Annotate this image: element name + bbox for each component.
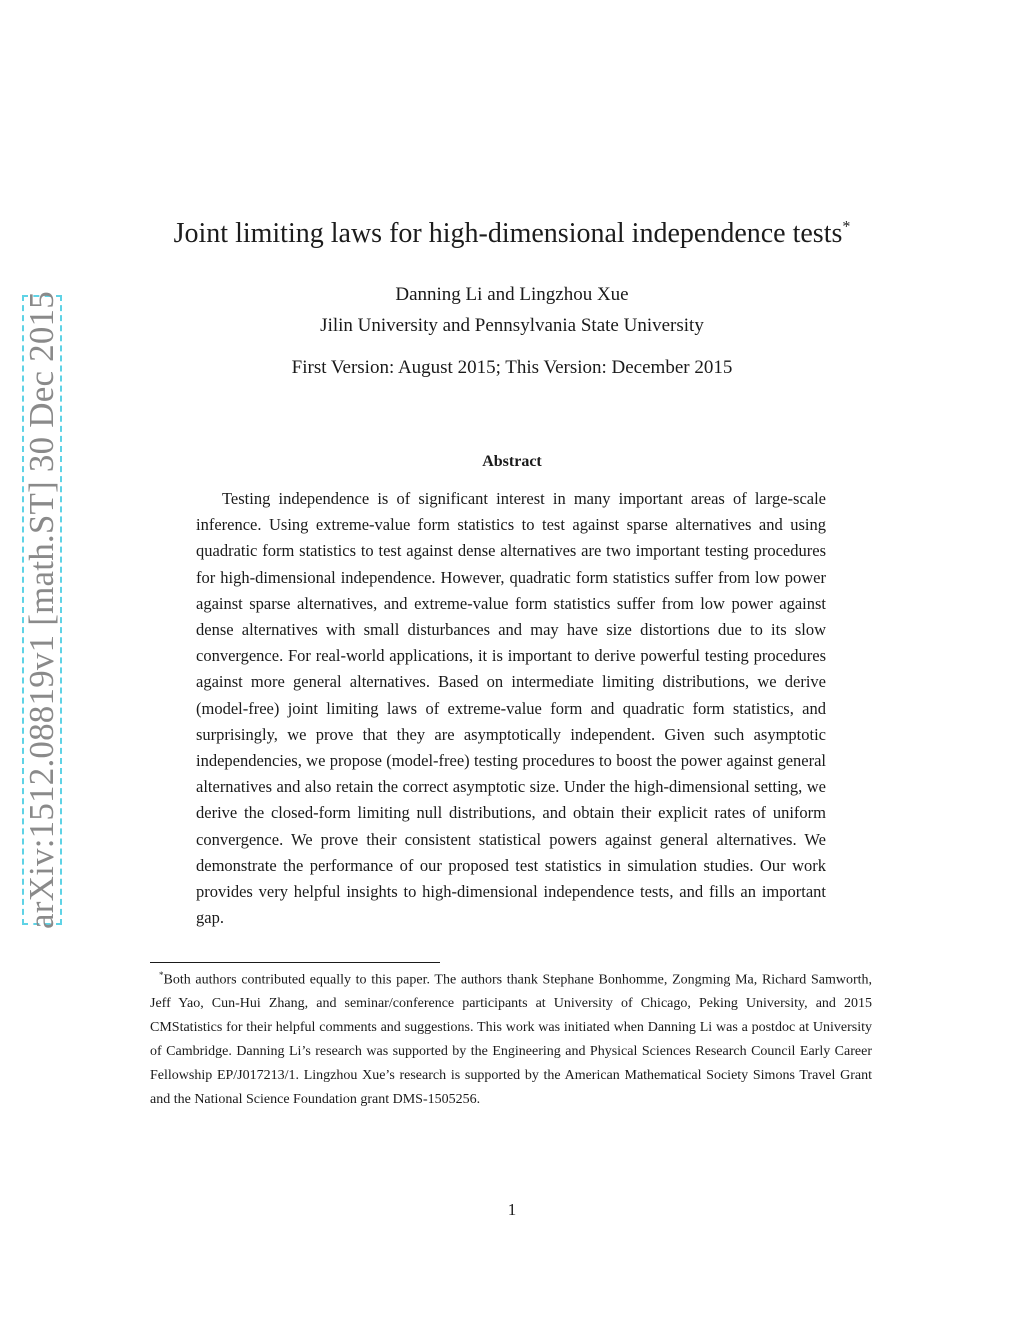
author-affiliations: Jilin University and Pennsylvania State University [320, 315, 704, 336]
author-names: Danning Li and Lingzhou Xue [395, 284, 629, 305]
arxiv-identifier: arXiv:1512.08819v1 [math.ST] 30 Dec 2015 [22, 291, 61, 929]
arxiv-identifier-stamp [22, 291, 62, 929]
footnote [150, 964, 872, 1111]
footnote-mark: * [159, 970, 164, 980]
footnote-text: Both authors contributed equally to this paper. The authors thank Stephane Bonhomme, Zongming Ma, Richard Samworth, Jeff Yao, Cun-Hui Zhang, and seminar/conference participants at University of Chicago, Peking University, and 2015 CMStatistics for their helpful comments and suggestions. This work was initiated when Danning Li was a postdoc at University of Cambridge. Danning Li’s research was supported by the Engineering and Physical Sciences Research Council Early Career Fellowship EP/J017213/1. Lingzhou Xue’s research is supported by the American Mathematical Society Simons Travel Grant and the National Science Foundation grant DMS-1505256. [150, 972, 872, 1107]
page-number: 1 [507, 1200, 517, 1219]
title-footnote-mark: * [842, 218, 851, 236]
footnote-divider [150, 962, 440, 963]
version-dates: First Version: August 2015; This Version: December 2015 [291, 357, 733, 378]
paper-title-text: Joint limiting laws for high-dimensional independence tests [173, 218, 843, 249]
abstract-heading: Abstract [482, 453, 542, 470]
abstract-body: Testing independence is of significant interest in many important areas of large-scale inference. Using extreme-value form statistics to test against sparse alternatives and using quadratic form statistics to test against dense alternatives are two important testing procedures for high-dimensional independence. However, quadratic form statistics suffer from low power against sparse alternatives, and extreme-value form statistics suffer from low power against dense alternatives with small disturbances and may have size distortions due to its slow convergence. For real-world applications, it is important to derive powerful testing procedures against more general alternatives. Based on intermediate limiting distributions, we derive (model-free) joint limiting laws of extreme-value form and quadratic form statistics, and surprisingly, we prove that they are asymptotically independent. Given such asymptotic independencies, we propose (model-free) testing procedures to boost the power against general alternatives and also retain the correct asymptotic size. Under the high-dimensional setting, we derive the closed-form limiting null distributions, and obtain their explicit rates of uniform convergence. We prove their consistent statistical powers against general alternatives. We demonstrate the performance of our proposed test statistics in simulation studies. Our work provides very helpful insights to high-dimensional independence tests, and fills an important gap. [196, 489, 826, 928]
paper-title [0, 218, 1024, 250]
